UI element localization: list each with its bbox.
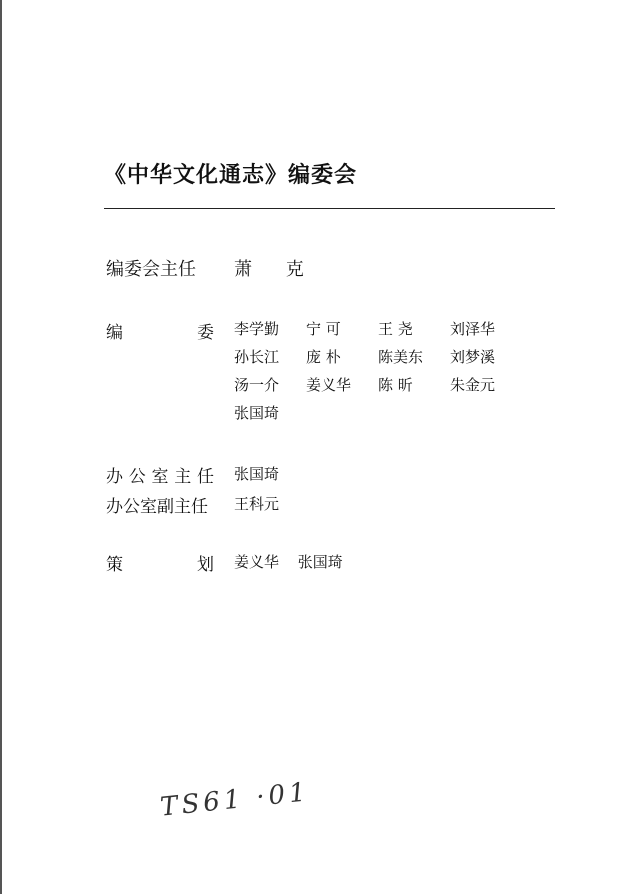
office-director-label-char: 公 [128, 467, 146, 487]
office-director-label-char: 办 [106, 467, 123, 487]
member-name: 汤一介 [234, 376, 280, 394]
member-name: 庞 朴 [306, 348, 341, 366]
member-name: 张国琦 [234, 404, 280, 422]
handwritten-note: TS61 ·01 [158, 777, 312, 823]
planning-label-char: 划 [197, 555, 214, 575]
chief-editor-name: 萧 克 [234, 259, 318, 280]
scan-edge [0, 0, 2, 894]
office-deputy-name: 王科元 [234, 495, 280, 513]
chief-editor-label: 编委会主任 [106, 259, 196, 280]
member-name: 李学勤 [234, 320, 280, 338]
office-director-name: 张国琦 [234, 465, 280, 483]
planning-names: 姜义华 张国琦 [234, 553, 343, 571]
committee-members [234, 318, 522, 424]
page-title: 《中华文化通志》编委会 [104, 163, 358, 188]
member-name: 陈美东 [378, 348, 424, 366]
member-name: 刘梦溪 [450, 348, 496, 366]
office-director-label-char: 主 [174, 467, 192, 487]
planning-label [106, 550, 214, 575]
member-name: 王 尧 [378, 320, 413, 338]
office-director-label-char: 室 [151, 467, 169, 487]
office-director-label-char: 任 [197, 467, 214, 487]
planning-label-char: 策 [106, 555, 123, 575]
committee-label [106, 318, 214, 343]
member-name: 刘泽华 [450, 320, 496, 338]
committee-label-char: 委 [197, 323, 214, 343]
office-director-label [106, 462, 214, 487]
member-name: 姜义华 [306, 376, 352, 394]
member-name: 宁 可 [306, 320, 341, 338]
member-name: 孙长江 [234, 348, 280, 366]
office-deputy-label: 办公室副主任 [106, 497, 208, 517]
committee-label-char: 编 [106, 323, 123, 343]
member-name: 陈 昕 [378, 376, 413, 394]
title-divider [104, 208, 555, 209]
member-name: 朱金元 [450, 376, 496, 394]
